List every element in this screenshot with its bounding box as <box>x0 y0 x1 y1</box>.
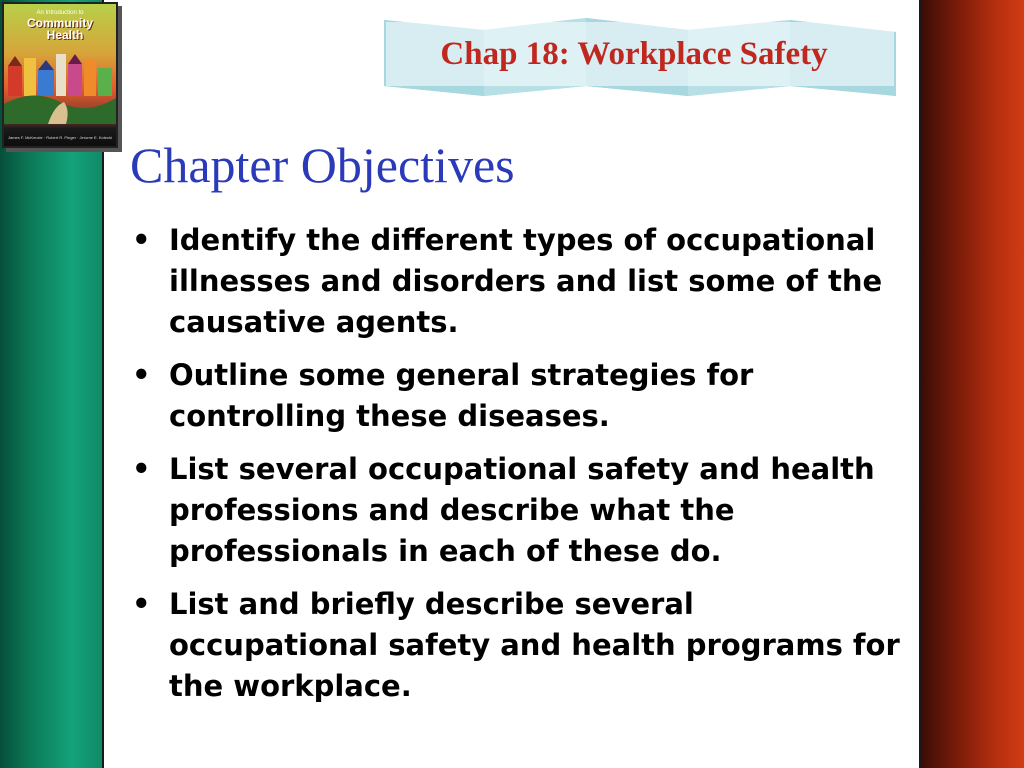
objectives-list <box>132 220 912 719</box>
objective-item <box>132 220 912 343</box>
objective-text: Identify the different types of occupational illnesses and disorders and list some of the causative agents. <box>169 223 883 339</box>
chapter-banner-label: Chap 18: Workplace Safety <box>440 36 828 72</box>
cover-title-line2: Health <box>46 28 84 42</box>
objective-item <box>132 449 912 572</box>
cover-authors: James F. McKenzie · Robert R. Pinger · Jerome E. Kotecki <box>7 135 113 140</box>
cover-title <box>4 17 116 41</box>
right-decorative-band <box>921 0 1024 768</box>
objective-text: List several occupational safety and health professions and describe what the professionals in each of these do. <box>169 452 875 568</box>
slide-heading: Chapter Objectives <box>130 137 515 193</box>
objective-item <box>132 355 912 437</box>
bullet-marker: • <box>132 587 151 621</box>
cover-title-line1: Community <box>27 16 93 30</box>
bullet-marker: • <box>132 358 151 392</box>
cover-town-illustration <box>4 44 116 124</box>
bullet-marker: • <box>132 223 151 257</box>
objective-item <box>132 584 912 707</box>
bullet-marker: • <box>132 452 151 486</box>
objective-text: List and briefly describe several occupational safety and health programs for the workplace. <box>169 587 900 703</box>
book-cover-image <box>2 2 118 148</box>
cover-subtitle: An Introduction to <box>36 10 84 16</box>
right-divider <box>919 0 921 768</box>
objective-text: Outline some general strategies for controlling these diseases. <box>169 358 754 433</box>
